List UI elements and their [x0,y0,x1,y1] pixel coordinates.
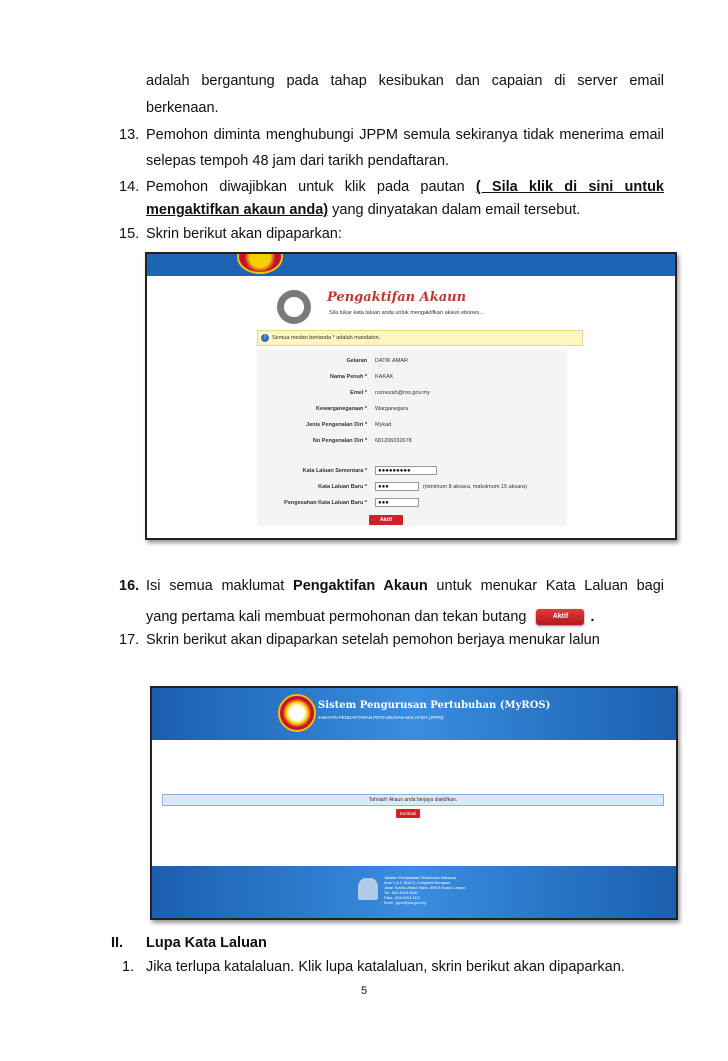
field-value: Mykad [375,422,392,428]
activation-success-screenshot [150,686,678,920]
myros-footer [152,866,676,918]
field-label: Emel * [350,390,367,396]
activation-title: Pengaktifan Akaun [327,290,467,305]
item-15-number: 15. [119,226,140,242]
form-row [257,370,567,384]
field-label: Kata Laluan Sementara * [302,468,367,474]
activation-link-part2[interactable]: mengaktifkan akaun anda) [146,202,329,218]
field-label: No Pengenalan Diri * [312,438,367,444]
logo-icon [237,252,283,274]
password-hint: (minimum 8 aksara, maksimum 15 aksara) [423,484,527,490]
mandatory-notice: ! Semua medan bertanda * adalah mandatori. [257,330,583,346]
back-button[interactable]: Kembali [396,809,420,818]
success-message: Tahniah! Akaun anda berjaya diaktifkan. [162,794,664,806]
emblem-icon [358,878,378,900]
form-row [257,480,567,494]
field-value: DATIK AMAR [375,358,408,364]
myros-title: Sistem Pengurusan Pertubuhan (MyROS) [318,700,551,711]
new-password-input[interactable]: ●●● [375,482,419,491]
field-label: Jenis Pengenalan Diri * [306,422,367,428]
screenshot-header-bar [147,254,675,276]
footer-address: Jabatan Pendaftaran Pertubuhan Malaysia Aras 1 & 2, Blok D, Kompleks Kerajaan, Jalan Tuanku Abdul Halim, 50505 Kuala Lumpur Tel : 603-6203 0000 Faks : 603-6201 1111 Emel : jppm@ros.gov.my [384,876,466,905]
item-13-line1: Pemohon diminta menghubungi JPPM semula sekiranya tidak menerima email [146,127,664,143]
activation-subtitle: Sila tukar kata laluan anda untuk mengaktifkan akaun ebooes... [329,310,484,316]
section-number: II. [111,935,124,951]
sec-item-1-text: Jika terlupa katalaluan. Klik lupa katalaluan, skrin berikut akan dipaparkan. [146,959,625,975]
item-16-number: 16. [119,578,140,594]
field-label: Nama Penuh * [330,374,367,380]
item-16-line1 [146,576,664,596]
item-16-text-b: untuk menukar Kata Laluan bagi [427,578,664,594]
myros-subtitle: JABATAN PENDAFTARAN PERTUBUHAN MALAYSIA (JPPM) [318,715,444,720]
form-row [257,354,567,368]
item-17-number: 17. [119,632,140,648]
field-value: rosnezah@ros.gov.my [375,390,430,396]
item-16-text-a: Isi semua maklumat [146,578,294,594]
form-row [257,464,567,478]
activation-form [257,350,567,526]
paragraph-continuation-line1: adalah bergantung pada tahap kesibukan dan capaian di server email [146,73,664,89]
item-14-line2 [146,200,580,220]
confirm-password-input[interactable]: ●●● [375,498,419,507]
item-16-bold: Pengaktifan Akaun [293,578,428,594]
item-15-text: Skrin berikut akan dipaparkan: [146,226,342,242]
paragraph-continuation-line2: berkenaan. [146,100,219,116]
field-value: Warganegara [375,406,409,412]
section-title: Lupa Kata Laluan [146,935,267,951]
form-row [257,386,567,400]
page-number: 5 [360,985,368,997]
field-label: Kata Laluan Baru * [318,484,367,490]
temporary-password-input[interactable]: ●●●●●●●●● [375,466,437,475]
field-label: Pengesahan Kata Laluan Baru * [284,500,367,506]
field-label: Gelaran [346,358,367,364]
item-16-text-c: yang pertama kali membuat permohonan dan tekan butang [146,609,527,625]
form-row [257,402,567,416]
activation-form-screenshot [145,252,677,540]
field-label: Kewarganegaraan * [315,406,367,412]
item-14-text-end: yang dinyatakan dalam email tersebut. [328,202,581,218]
gear-icon [277,290,311,324]
item-13-number: 13. [119,127,140,143]
item-14-text: Pemohon diwajibkan untuk klik pada pautan [146,179,465,195]
item-16-line2: yang pertama kali membuat permohonan dan tekan butang Aktif . [146,609,595,625]
item-17-text: Skrin berikut akan dipaparkan setelah pemohon berjaya menukar lalun [146,632,600,648]
sec-item-1-number: 1. [122,959,135,975]
form-row [257,434,567,448]
form-row [257,496,567,510]
item-13-line2: selepas tempoh 48 jam dari tarikh pendaftaran. [146,153,450,169]
item-14-line1 [146,177,664,197]
activation-link-part1[interactable]: ( Sila klik di sini untuk [475,179,664,195]
myros-header [152,688,676,740]
field-value: KAKAK [375,374,394,380]
myros-logo-icon [278,694,316,732]
activate-button-sample: Aktif [536,609,584,625]
form-row [257,418,567,432]
item-14-number: 14. [119,179,140,195]
field-value: 681206032678 [375,438,412,444]
activate-button[interactable]: Aktif [369,515,403,525]
